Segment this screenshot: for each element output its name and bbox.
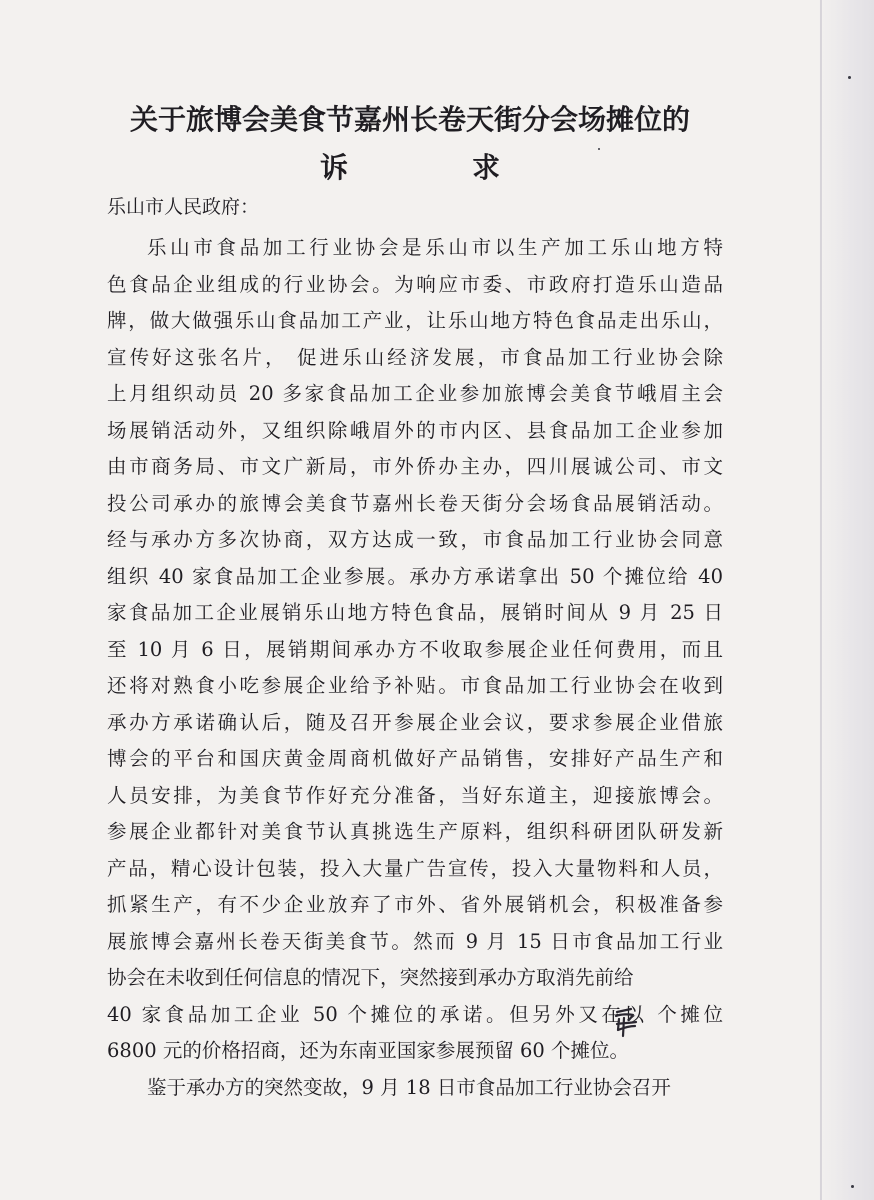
body-line: 宣传好这张名片， 促进乐山经济发展，市食品加工行业协会除	[107, 345, 723, 369]
body-line: 由市商务局、市文广新局，市外侨办主办，四川展诚公司、市文	[107, 455, 723, 478]
scan-speck	[848, 76, 851, 79]
body-line: 上月组织动员 20 多家食品加工企业参加旅博会美食节峨眉主会	[107, 382, 723, 405]
body-line: 40 家食品加工企业 50 个摊位的承诺。但另外又在以 个摊位	[107, 1002, 723, 1026]
document-title-line-1: 关于旅博会美食节嘉州长卷天街分会场摊位的	[129, 103, 690, 136]
body-line: 乐山市食品加工行业协会是乐山市以生产加工乐山地方特	[147, 236, 723, 259]
body-line: 组织 40 家食品加工企业参展。承办方承诺拿出 50 个摊位给 40	[107, 564, 723, 588]
scan-speck	[598, 148, 600, 150]
body-line: 抓紧生产，有不少企业放弃了市外、省外展销机会，积极准备参	[107, 893, 723, 916]
body-line: 博会的平台和国庆黄金周商机做好产品销售，安排好产品生产和	[107, 747, 723, 770]
salutation: 乐山市人民政府：	[107, 196, 260, 218]
body-line: 至 10 月 6 日，展销期间承办方不收取参展企业任何费用，而且	[107, 637, 723, 661]
body-line: 经与承办方多次协商，双方达成一致，市食品加工行业协会同意	[107, 528, 723, 551]
body-line: 展旅博会嘉州长卷天街美食节。然而 9 月 15 日市食品加工行业	[107, 929, 723, 953]
body-line: 场展销活动外，又组织除峨眉外的市内区、县食品加工企业参加	[107, 418, 723, 442]
title-char-2: 求	[471, 151, 500, 184]
body-line: 人员安排，为美食节作好充分准备，当好东道主，迎接旅博会。	[107, 783, 723, 807]
body-line: 产品，精心设计包装，投入大量广告宣传，投入大量物料和人员，	[107, 856, 723, 880]
scan-edge-shadow	[818, 0, 874, 1200]
body-line: 牌，做大做强乐山食品加工产业，让乐山地方特色食品走出乐山，	[107, 309, 723, 332]
scan-speck	[851, 1185, 854, 1188]
body-line: 投公司承办的旅博会美食节嘉州长卷天街分会场食品展销活动。	[107, 491, 723, 515]
body-line: 协会在未收到任何信息的情况下，突然接到承办方取消先前给	[107, 966, 634, 989]
body-line: 还将对熟食小吃参展企业给予补贴。市食品加工行业协会在收到	[107, 674, 723, 697]
title-char-1: 诉	[320, 151, 349, 184]
body-line: 参展企业都针对美食节认真挑选生产原料，组织科研团队研发新	[107, 820, 723, 843]
body-line: 承办方承诺确认后，随及召开参展企业会议，要求参展企业借旅	[107, 710, 723, 734]
body-line: 色食品企业组成的行业协会。为响应市委、市政府打造乐山造品	[107, 272, 723, 296]
letter-body	[107, 230, 723, 1106]
document-title-line-2	[320, 146, 500, 186]
body-line: 鉴于承办方的突然变故，9 月 18 日市食品加工行业协会召开	[147, 1075, 671, 1099]
body-line: 6800 元的价格招商，还为东南亚国家参展预留 60 个摊位。	[107, 1039, 630, 1062]
body-line: 家食品加工企业展销乐山地方特色食品，展销时间从 9 月 25 日	[107, 601, 723, 624]
handwritten-correction-mark	[611, 1006, 639, 1038]
